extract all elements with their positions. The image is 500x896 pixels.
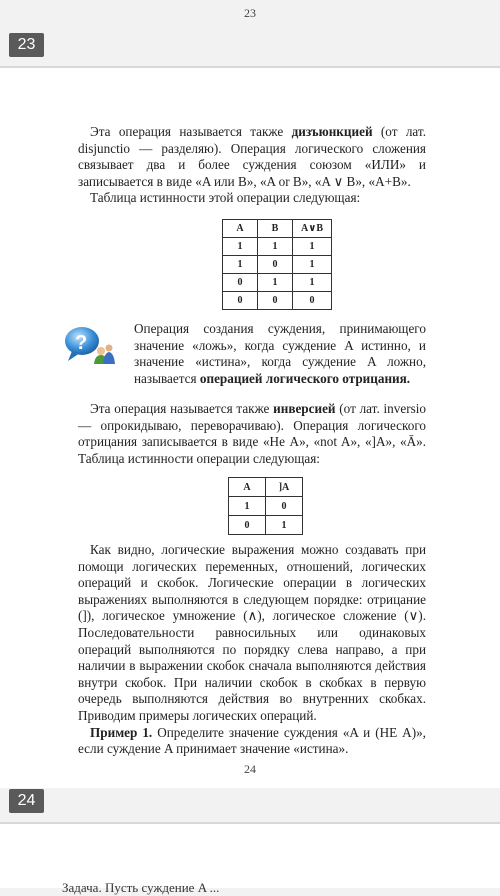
para2-text-b: (от лат. inversio — опрокидываю, переворачиваю). Операция логического отрицания записывается в виде «Не A», «not A», «]A», «Ā». Таблица истинности операции следующая: — [78, 401, 426, 466]
table-cell: 1 — [293, 256, 332, 274]
definition-text: Операция создания суждения, принимающего значение «ложь», когда суждение A истинно, и значение «истина», когда суждение A ложно, называется — [134, 321, 426, 386]
next-page-cut-text: Задача. Пусть суждение A ... — [62, 880, 220, 895]
table-header-row — [223, 220, 332, 238]
table-cell: 0 — [258, 292, 293, 310]
table-row — [229, 516, 303, 535]
table-header-cell: A — [229, 478, 266, 497]
table-cell: 0 — [223, 274, 258, 292]
table-row — [223, 238, 332, 256]
table-header-row — [229, 478, 303, 497]
paragraph-inversion — [78, 401, 426, 467]
table-cell: 1 — [223, 256, 258, 274]
table-cell: 1 — [258, 238, 293, 256]
paragraph-disjunction — [78, 124, 426, 207]
table-row — [223, 256, 332, 274]
term-disjunction: дизъюнкцией — [291, 124, 373, 139]
para1-text-a: Эта операция называется также — [90, 124, 292, 139]
table-cell: 1 — [258, 274, 293, 292]
table-header-cell: ]A — [266, 478, 303, 497]
term-inversion: инверсией — [273, 401, 336, 416]
table-cell: 0 — [258, 256, 293, 274]
page-number-bottom: 24 — [244, 762, 256, 776]
table-header-cell: B — [258, 220, 293, 238]
table-cell: 1 — [223, 238, 258, 256]
example-text: Определите значение суждения «A и (НЕ A)», если суждение A принимает значение «истина». — [78, 724, 426, 757]
table-cell: 0 — [229, 516, 266, 535]
table-header-cell: A — [223, 220, 258, 238]
para3-text: Как видно, логические выражения можно создавать при помощи логических переменных, отношений, логических операций и скобок. Логические операции в логических выражениях выполняются в следующем порядке: отрицание (]), логическое умножение (∧), логическое сложение (∨). Последовательности равносильных или одинаковых операций выполняются по порядку слева направо, а при наличии в выражении скобок сначала выполняются действия внутри скобок. При наличии скобок в скобках в первую очередь выполняются действия во внутренних скобках. Приводим примеры логических операций. — [78, 542, 426, 723]
truth-table-not — [228, 477, 303, 535]
truth-table-or — [222, 219, 332, 310]
question-people-icon — [62, 323, 116, 365]
example-label: Пример 1. — [90, 724, 153, 740]
paragraph-order — [78, 542, 426, 758]
next-page-body — [0, 824, 500, 888]
svg-text:?: ? — [75, 332, 88, 354]
page-badge-top: 23 — [9, 33, 44, 57]
table-cell: 0 — [293, 292, 332, 310]
definition-negation — [134, 321, 426, 387]
table-row — [223, 292, 332, 310]
table-row — [229, 497, 303, 516]
table-cell: 1 — [266, 516, 303, 535]
para2-text-a: Эта операция называется также — [90, 401, 274, 416]
page-number-top: 23 — [244, 6, 256, 20]
table-row — [223, 274, 332, 292]
table1-caption: Таблица истинности этой операции следующая: — [90, 190, 361, 206]
table-cell: 0 — [223, 292, 258, 310]
table-header-cell: A∨B — [293, 220, 332, 238]
para1-text-b: (от лат. disjunctio — разделяю). Операция логического сложения связывает два и более суждения союзом «ИЛИ» и записывается в виде «A или B», «A or B», «A ∨ B», «A+B». — [78, 124, 426, 189]
page-badge-bottom: 24 — [9, 789, 44, 813]
example-1 — [78, 725, 426, 758]
table-cell: 1 — [293, 274, 332, 292]
term-negation: операцией логического отрицания. — [199, 370, 411, 386]
table-cell: 1 — [293, 238, 332, 256]
table-cell: 0 — [266, 497, 303, 516]
table-cell: 1 — [229, 497, 266, 516]
